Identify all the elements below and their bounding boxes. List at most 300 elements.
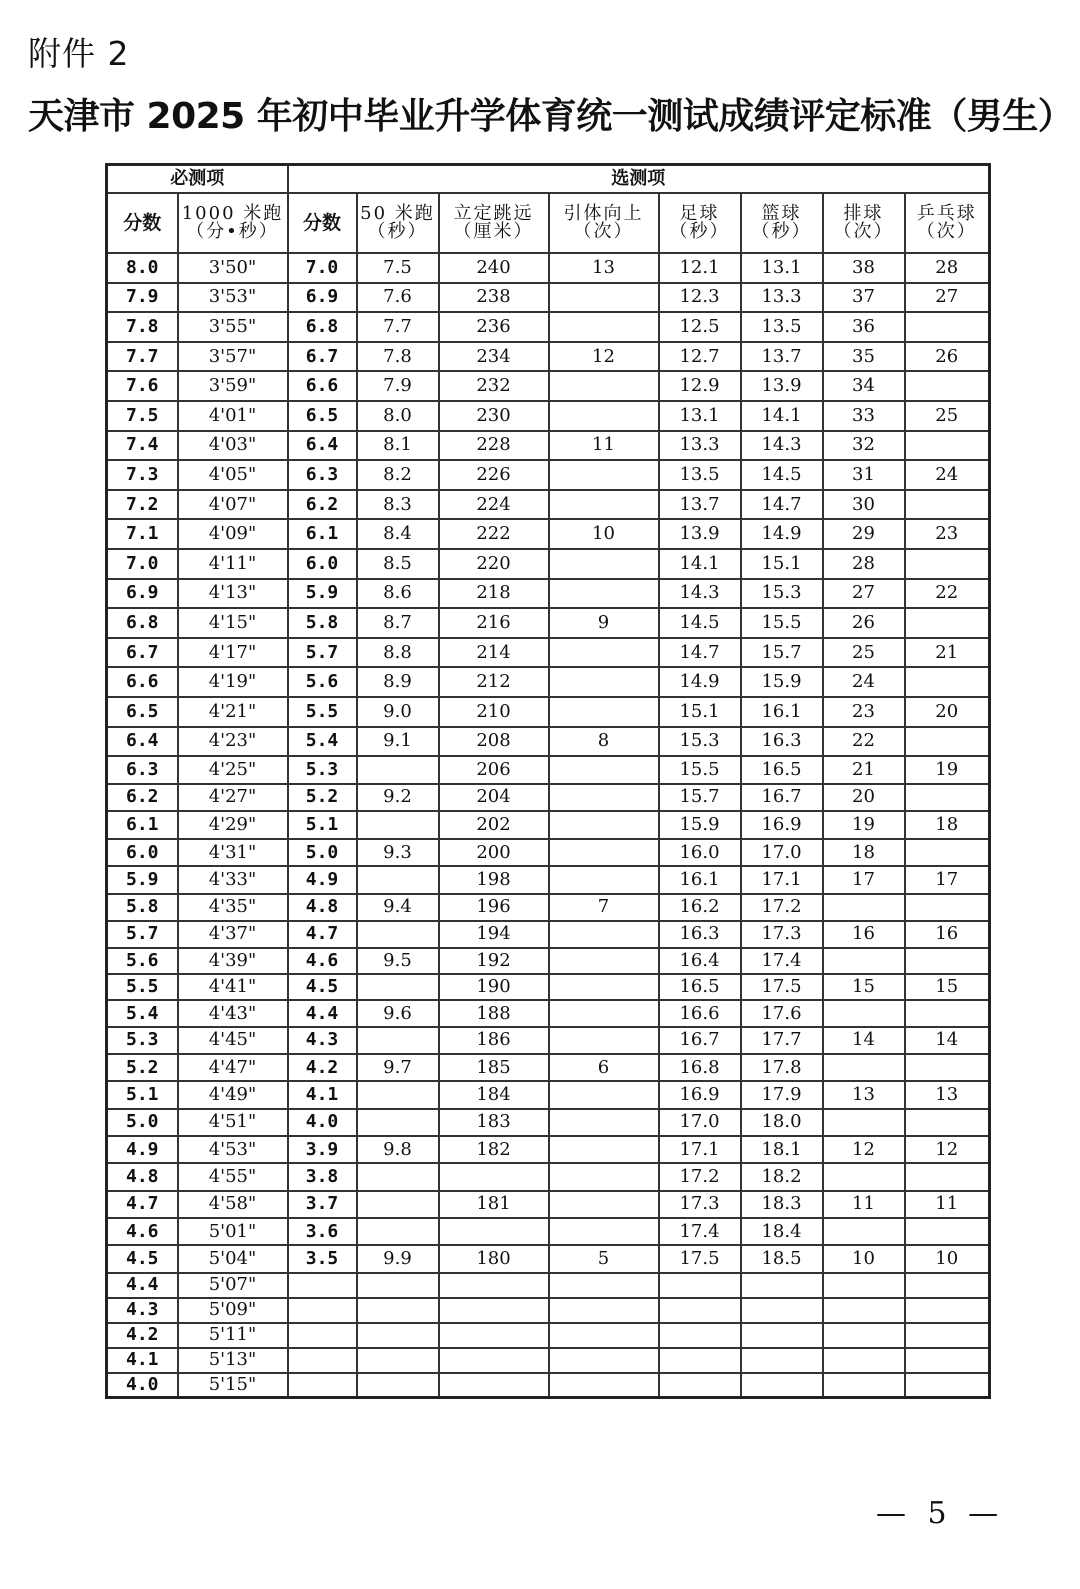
- value-cell: [549, 811, 659, 839]
- score-cell: 5.2: [107, 1054, 178, 1081]
- score-cell: 3.6: [288, 1218, 357, 1245]
- value-cell: [549, 1081, 659, 1108]
- score-cell: 6.7: [288, 342, 357, 372]
- value-cell: [549, 490, 659, 520]
- value-cell: 8.4: [357, 519, 439, 549]
- value-cell: [439, 1298, 549, 1323]
- value-cell: 4'13": [178, 579, 288, 609]
- score-cell: 5.9: [107, 866, 178, 894]
- table-row: [107, 1191, 990, 1218]
- value-cell: 16.0: [659, 839, 741, 867]
- score-cell: 7.1: [107, 519, 178, 549]
- score-cell: 8.0: [107, 253, 178, 283]
- score-cell: 7.0: [107, 549, 178, 579]
- table-row: [107, 921, 990, 948]
- value-cell: 9.5: [357, 948, 439, 974]
- value-cell: [439, 1218, 549, 1245]
- value-cell: 224: [439, 490, 549, 520]
- header-1000m-run: [178, 193, 288, 253]
- score-cell: 6.8: [288, 312, 357, 342]
- value-cell: [549, 1136, 659, 1163]
- score-cell: 4.2: [288, 1054, 357, 1081]
- score-cell: 7.6: [107, 371, 178, 401]
- value-cell: 12: [823, 1136, 905, 1163]
- value-cell: 4'35": [178, 894, 288, 921]
- score-cell: 7.7: [107, 342, 178, 372]
- value-cell: [549, 921, 659, 948]
- table-row: [107, 490, 990, 520]
- value-cell: 34: [823, 371, 905, 401]
- value-cell: 4'05": [178, 460, 288, 490]
- value-cell: 9.7: [357, 1054, 439, 1081]
- header-label: 乒乓球: [916, 203, 977, 224]
- value-cell: 13.1: [659, 401, 741, 431]
- value-cell: 8.0: [357, 401, 439, 431]
- score-cell: 6.0: [288, 549, 357, 579]
- value-cell: 17.2: [741, 894, 823, 921]
- score-cell: 3.5: [288, 1245, 357, 1272]
- table-row: [107, 312, 990, 342]
- value-cell: 16.3: [741, 727, 823, 757]
- header-label: 分数: [302, 211, 341, 234]
- value-cell: [357, 1081, 439, 1108]
- table-row: [107, 1109, 990, 1136]
- value-cell: 17.7: [741, 1027, 823, 1054]
- score-cell: [288, 1348, 357, 1373]
- score-cell: 6.7: [107, 638, 178, 668]
- value-cell: 230: [439, 401, 549, 431]
- value-cell: 15.9: [659, 811, 741, 839]
- score-cell: 6.1: [107, 811, 178, 839]
- table-row: [107, 1273, 990, 1298]
- value-cell: 8: [549, 727, 659, 757]
- value-cell: 18.0: [741, 1109, 823, 1136]
- value-cell: [741, 1323, 823, 1348]
- value-cell: 12.5: [659, 312, 741, 342]
- value-cell: [905, 312, 990, 342]
- value-cell: [549, 697, 659, 727]
- value-cell: 8.1: [357, 431, 439, 461]
- value-cell: 14.1: [659, 549, 741, 579]
- value-cell: 13.9: [659, 519, 741, 549]
- value-cell: 10: [549, 519, 659, 549]
- value-cell: 14: [905, 1027, 990, 1054]
- value-cell: 6: [549, 1054, 659, 1081]
- value-cell: 9.9: [357, 1245, 439, 1272]
- value-cell: 24: [905, 460, 990, 490]
- value-cell: 226: [439, 460, 549, 490]
- value-cell: 7.8: [357, 342, 439, 372]
- value-cell: 180: [439, 1245, 549, 1272]
- score-cell: 5.8: [288, 608, 357, 638]
- value-cell: 4'39": [178, 948, 288, 974]
- value-cell: 16.2: [659, 894, 741, 921]
- score-cell: 6.1: [288, 519, 357, 549]
- value-cell: 25: [823, 638, 905, 668]
- table-row: [107, 1298, 990, 1323]
- value-cell: [357, 1298, 439, 1323]
- value-cell: [549, 1000, 659, 1026]
- value-cell: 198: [439, 866, 549, 894]
- table-row: [107, 1081, 990, 1108]
- value-cell: 16.6: [659, 1000, 741, 1026]
- value-cell: 5'15": [178, 1373, 288, 1398]
- score-cell: 6.6: [288, 371, 357, 401]
- table-row: [107, 401, 990, 431]
- header-unit: （秒）: [751, 221, 812, 242]
- value-cell: 7.9: [357, 371, 439, 401]
- header-label: 引体向上: [563, 203, 644, 224]
- table-body: [107, 165, 990, 1398]
- score-cell: 4.5: [288, 974, 357, 1000]
- table-row: [107, 697, 990, 727]
- value-cell: [549, 1348, 659, 1373]
- value-cell: 4'17": [178, 638, 288, 668]
- value-cell: 5'13": [178, 1348, 288, 1373]
- score-cell: 7.4: [107, 431, 178, 461]
- value-cell: [905, 727, 990, 757]
- value-cell: 4'37": [178, 921, 288, 948]
- value-cell: 18.2: [741, 1163, 823, 1190]
- value-cell: [823, 1298, 905, 1323]
- score-cell: 7.9: [107, 283, 178, 313]
- value-cell: [439, 1348, 549, 1373]
- score-cell: [288, 1273, 357, 1298]
- value-cell: 228: [439, 431, 549, 461]
- value-cell: 9.3: [357, 839, 439, 867]
- value-cell: [549, 1218, 659, 1245]
- value-cell: [823, 1163, 905, 1190]
- value-cell: 4'51": [178, 1109, 288, 1136]
- score-cell: 5.8: [107, 894, 178, 921]
- value-cell: 3'57": [178, 342, 288, 372]
- value-cell: 16.7: [741, 784, 823, 812]
- value-cell: 7.7: [357, 312, 439, 342]
- score-cell: 5.0: [107, 1109, 178, 1136]
- table-row: [107, 460, 990, 490]
- value-cell: 18: [905, 811, 990, 839]
- value-cell: 186: [439, 1027, 549, 1054]
- value-cell: 240: [439, 253, 549, 283]
- value-cell: [905, 784, 990, 812]
- score-cell: 5.3: [288, 756, 357, 784]
- value-cell: 15.5: [659, 756, 741, 784]
- score-cell: 6.9: [288, 283, 357, 313]
- score-cell: 7.3: [107, 460, 178, 490]
- value-cell: 16.5: [741, 756, 823, 784]
- table-row: [107, 371, 990, 401]
- value-cell: 13.5: [659, 460, 741, 490]
- value-cell: 17.8: [741, 1054, 823, 1081]
- score-cell: [288, 1373, 357, 1398]
- value-cell: 9.2: [357, 784, 439, 812]
- value-cell: [549, 784, 659, 812]
- score-cell: 4.9: [107, 1136, 178, 1163]
- value-cell: [357, 1273, 439, 1298]
- value-cell: 4'45": [178, 1027, 288, 1054]
- table-row: [107, 1323, 990, 1348]
- header-unit: （秒）: [669, 221, 730, 242]
- value-cell: 8.8: [357, 638, 439, 668]
- score-standard-table: [105, 163, 991, 1399]
- value-cell: 208: [439, 727, 549, 757]
- value-cell: [357, 866, 439, 894]
- value-cell: 236: [439, 312, 549, 342]
- value-cell: [741, 1373, 823, 1398]
- table-row: [107, 283, 990, 313]
- value-cell: 8.9: [357, 667, 439, 697]
- value-cell: [549, 1323, 659, 1348]
- value-cell: 12.3: [659, 283, 741, 313]
- value-cell: 14: [823, 1027, 905, 1054]
- score-cell: 5.5: [107, 974, 178, 1000]
- value-cell: [357, 1348, 439, 1373]
- value-cell: 13: [905, 1081, 990, 1108]
- value-cell: 232: [439, 371, 549, 401]
- score-cell: 4.6: [107, 1218, 178, 1245]
- value-cell: 16.8: [659, 1054, 741, 1081]
- value-cell: [905, 549, 990, 579]
- value-cell: [549, 579, 659, 609]
- value-cell: 16: [905, 921, 990, 948]
- value-cell: 33: [823, 401, 905, 431]
- value-cell: 29: [823, 519, 905, 549]
- score-cell: 5.2: [288, 784, 357, 812]
- value-cell: [823, 1109, 905, 1136]
- value-cell: 17.9: [741, 1081, 823, 1108]
- value-cell: 12: [549, 342, 659, 372]
- table-row: [107, 1245, 990, 1272]
- score-cell: 5.6: [288, 667, 357, 697]
- value-cell: 36: [823, 312, 905, 342]
- value-cell: [549, 460, 659, 490]
- value-cell: [823, 1000, 905, 1026]
- value-cell: 14.3: [659, 579, 741, 609]
- value-cell: 21: [823, 756, 905, 784]
- value-cell: 19: [905, 756, 990, 784]
- header-unit: （次）: [573, 221, 634, 242]
- table-row: [107, 667, 990, 697]
- value-cell: [659, 1373, 741, 1398]
- value-cell: 20: [905, 697, 990, 727]
- table-row: [107, 974, 990, 1000]
- value-cell: [823, 1373, 905, 1398]
- value-cell: 16.1: [741, 697, 823, 727]
- score-cell: 4.3: [107, 1298, 178, 1323]
- value-cell: [357, 1163, 439, 1190]
- value-cell: [439, 1273, 549, 1298]
- score-cell: 5.1: [107, 1081, 178, 1108]
- value-cell: 13.3: [741, 283, 823, 313]
- value-cell: 196: [439, 894, 549, 921]
- value-cell: [659, 1323, 741, 1348]
- value-cell: [357, 1109, 439, 1136]
- header-volleyball: [823, 193, 905, 253]
- value-cell: 4'47": [178, 1054, 288, 1081]
- value-cell: [549, 1273, 659, 1298]
- value-cell: 14.9: [659, 667, 741, 697]
- value-cell: 238: [439, 283, 549, 313]
- optional-items-header: 选测项: [288, 165, 990, 194]
- value-cell: [823, 1348, 905, 1373]
- value-cell: 214: [439, 638, 549, 668]
- header-50m-run: [357, 193, 439, 253]
- value-cell: 25: [905, 401, 990, 431]
- value-cell: 11: [905, 1191, 990, 1218]
- score-cell: 4.4: [107, 1273, 178, 1298]
- table-row: [107, 1163, 990, 1190]
- value-cell: 22: [905, 579, 990, 609]
- value-cell: [357, 974, 439, 1000]
- value-cell: [549, 866, 659, 894]
- value-cell: [659, 1298, 741, 1323]
- score-cell: 3.7: [288, 1191, 357, 1218]
- table-row: [107, 756, 990, 784]
- header-label: 排球: [843, 203, 884, 224]
- value-cell: [549, 371, 659, 401]
- value-cell: 18: [823, 839, 905, 867]
- value-cell: 4'55": [178, 1163, 288, 1190]
- header-basketball: [741, 193, 823, 253]
- value-cell: 23: [823, 697, 905, 727]
- value-cell: 4'23": [178, 727, 288, 757]
- value-cell: 8.7: [357, 608, 439, 638]
- score-cell: 6.4: [107, 727, 178, 757]
- value-cell: [357, 1027, 439, 1054]
- header-label: 50 米跑: [360, 203, 435, 224]
- value-cell: 4'29": [178, 811, 288, 839]
- score-cell: 6.5: [107, 697, 178, 727]
- value-cell: 5'11": [178, 1323, 288, 1348]
- value-cell: 7.5: [357, 253, 439, 283]
- header-pull-ups: [549, 193, 659, 253]
- table-row: [107, 519, 990, 549]
- value-cell: 21: [905, 638, 990, 668]
- value-cell: [549, 401, 659, 431]
- table-row: [107, 866, 990, 894]
- value-cell: [357, 1373, 439, 1398]
- value-cell: 220: [439, 549, 549, 579]
- table-row: [107, 253, 990, 283]
- value-cell: 182: [439, 1136, 549, 1163]
- value-cell: 14.7: [741, 490, 823, 520]
- value-cell: [357, 811, 439, 839]
- score-cell: 4.7: [107, 1191, 178, 1218]
- score-cell: 5.4: [288, 727, 357, 757]
- value-cell: [357, 1191, 439, 1218]
- value-cell: 190: [439, 974, 549, 1000]
- score-cell: 4.3: [288, 1027, 357, 1054]
- value-cell: 4'58": [178, 1191, 288, 1218]
- value-cell: 14.3: [741, 431, 823, 461]
- required-items-header: 必测项: [107, 165, 288, 194]
- value-cell: 4'33": [178, 866, 288, 894]
- value-cell: [905, 1273, 990, 1298]
- score-cell: 5.5: [288, 697, 357, 727]
- value-cell: 18.3: [741, 1191, 823, 1218]
- score-cell: 4.0: [107, 1373, 178, 1398]
- value-cell: [439, 1323, 549, 1348]
- value-cell: 4'21": [178, 697, 288, 727]
- table-row: [107, 811, 990, 839]
- value-cell: 10: [823, 1245, 905, 1272]
- value-cell: 15: [823, 974, 905, 1000]
- value-cell: 9.8: [357, 1136, 439, 1163]
- table-row: [107, 549, 990, 579]
- value-cell: [823, 1323, 905, 1348]
- value-cell: 183: [439, 1109, 549, 1136]
- value-cell: 5'07": [178, 1273, 288, 1298]
- value-cell: 31: [823, 460, 905, 490]
- score-cell: 4.1: [107, 1348, 178, 1373]
- score-cell: [288, 1323, 357, 1348]
- value-cell: 26: [905, 342, 990, 372]
- value-cell: [549, 283, 659, 313]
- value-cell: 9.6: [357, 1000, 439, 1026]
- value-cell: 15.3: [659, 727, 741, 757]
- value-cell: [357, 756, 439, 784]
- score-cell: 6.9: [107, 579, 178, 609]
- value-cell: 38: [823, 253, 905, 283]
- value-cell: [823, 1054, 905, 1081]
- value-cell: 8.2: [357, 460, 439, 490]
- table-row: [107, 1136, 990, 1163]
- value-cell: [905, 948, 990, 974]
- value-cell: 194: [439, 921, 549, 948]
- value-cell: 4'03": [178, 431, 288, 461]
- value-cell: 16.3: [659, 921, 741, 948]
- value-cell: [549, 948, 659, 974]
- value-cell: 12.9: [659, 371, 741, 401]
- value-cell: 13.5: [741, 312, 823, 342]
- score-cell: 5.9: [288, 579, 357, 609]
- value-cell: [905, 839, 990, 867]
- value-cell: 9.1: [357, 727, 439, 757]
- value-cell: [823, 1218, 905, 1245]
- score-cell: 4.8: [288, 894, 357, 921]
- value-cell: 4'31": [178, 839, 288, 867]
- value-cell: 3'53": [178, 283, 288, 313]
- value-cell: [905, 1109, 990, 1136]
- score-cell: 6.5: [288, 401, 357, 431]
- group-header-row: [107, 165, 990, 194]
- value-cell: 9.0: [357, 697, 439, 727]
- value-cell: 4'53": [178, 1136, 288, 1163]
- table-row: [107, 431, 990, 461]
- value-cell: [549, 1191, 659, 1218]
- value-cell: 202: [439, 811, 549, 839]
- value-cell: 17: [823, 866, 905, 894]
- value-cell: 15.1: [741, 549, 823, 579]
- table-row: [107, 894, 990, 921]
- value-cell: 35: [823, 342, 905, 372]
- value-cell: 10: [905, 1245, 990, 1272]
- score-cell: 6.3: [288, 460, 357, 490]
- value-cell: 192: [439, 948, 549, 974]
- score-cell: 6.3: [107, 756, 178, 784]
- value-cell: 28: [905, 253, 990, 283]
- header-standing-long-jump: [439, 193, 549, 253]
- score-cell: 4.5: [107, 1245, 178, 1272]
- value-cell: [549, 1163, 659, 1190]
- value-cell: [549, 1373, 659, 1398]
- value-cell: 9: [549, 608, 659, 638]
- value-cell: [741, 1273, 823, 1298]
- value-cell: 4'01": [178, 401, 288, 431]
- value-cell: 222: [439, 519, 549, 549]
- value-cell: 16.5: [659, 974, 741, 1000]
- value-cell: 17.1: [741, 866, 823, 894]
